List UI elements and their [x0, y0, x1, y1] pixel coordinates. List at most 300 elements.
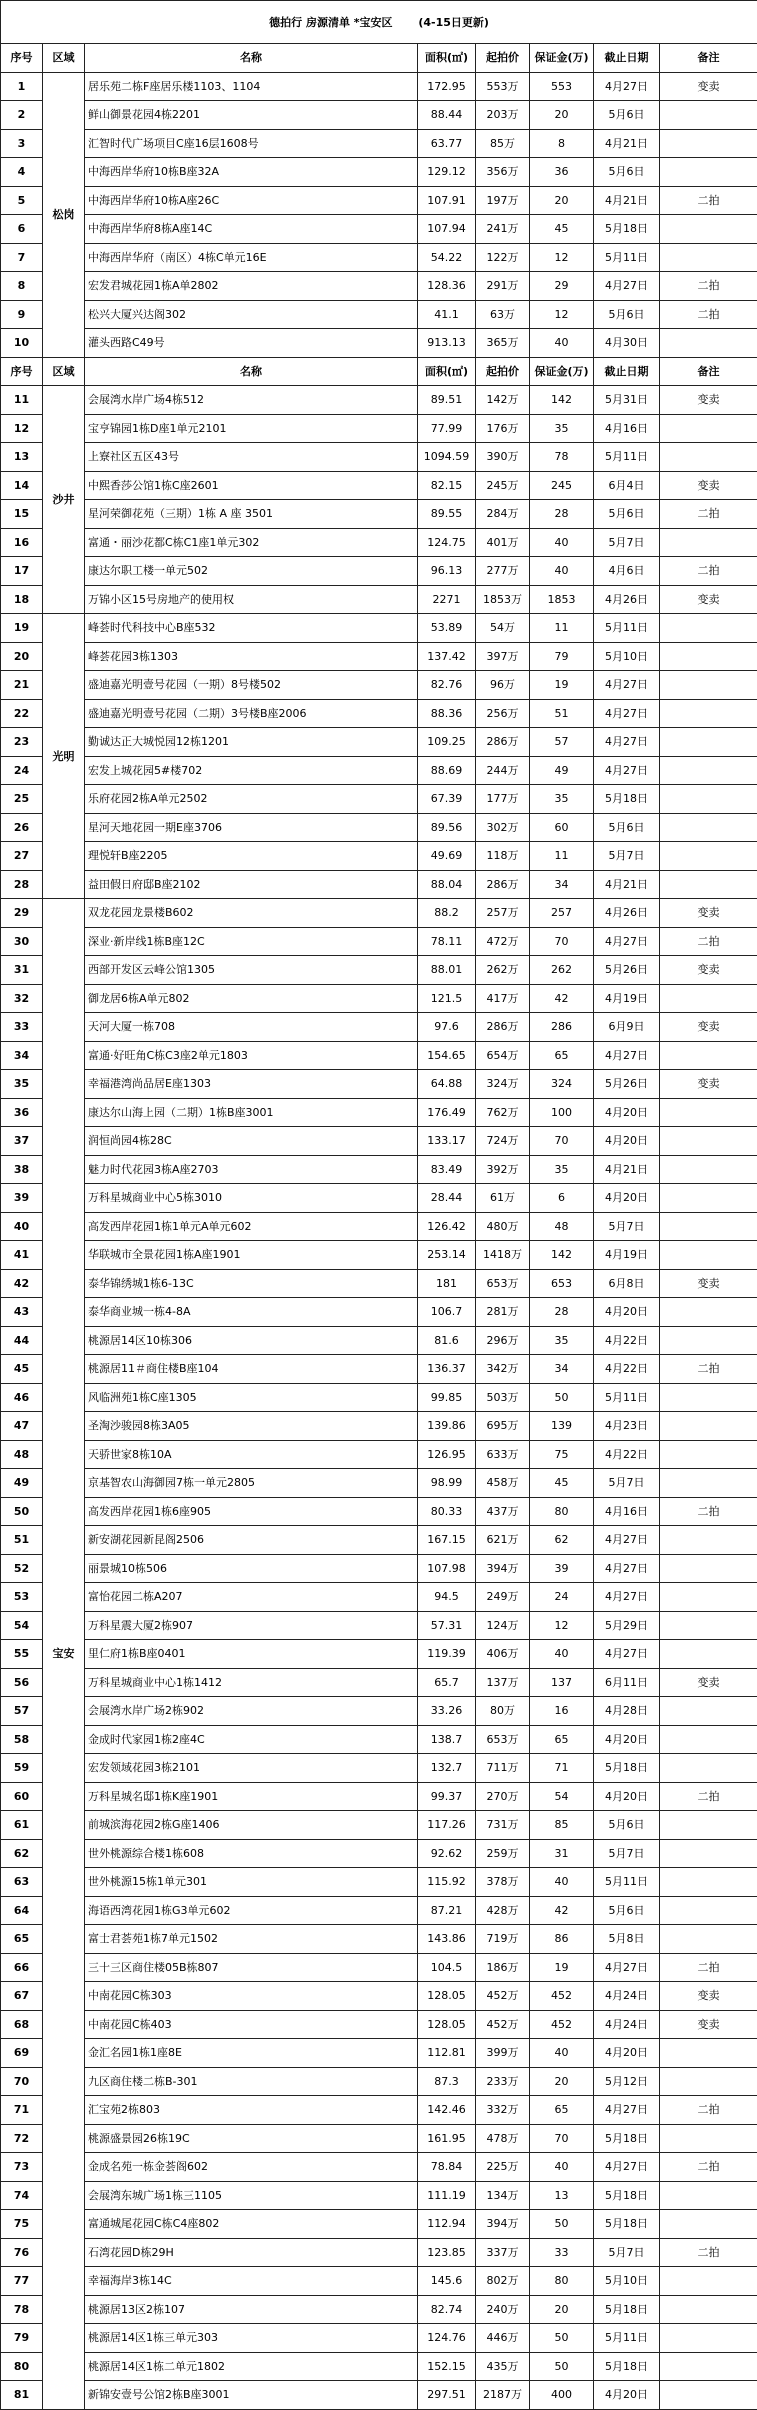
- note-text: [660, 329, 757, 358]
- header-deposit: 保证金(万): [530, 44, 594, 73]
- starting-price: 332万: [476, 2096, 530, 2125]
- note-text: 二拍: [660, 1355, 757, 1384]
- row-number: 6: [1, 215, 43, 244]
- property-name: 星河荣御花苑（三期）1栋 A 座 3501: [85, 500, 418, 529]
- note-text: 二拍: [660, 927, 757, 956]
- note-text: 二拍: [660, 557, 757, 586]
- row-number: 35: [1, 1070, 43, 1099]
- starting-price: 277万: [476, 557, 530, 586]
- deadline-date: 5月18日: [594, 2295, 660, 2324]
- row-number: 23: [1, 728, 43, 757]
- property-name: 世外桃源15栋1单元301: [85, 1868, 418, 1897]
- deadline-date: 5月7日: [594, 1212, 660, 1241]
- row-number: 56: [1, 1668, 43, 1697]
- table-row: [1, 1868, 757, 1897]
- table-row: [1, 129, 757, 158]
- starting-price: 302万: [476, 813, 530, 842]
- deposit-value: 553: [530, 72, 594, 101]
- note-text: [660, 1811, 757, 1840]
- row-number: 25: [1, 785, 43, 814]
- deposit-value: 28: [530, 500, 594, 529]
- deadline-date: 4月27日: [594, 2096, 660, 2125]
- table-row: [1, 2039, 757, 2068]
- deadline-date: 4月21日: [594, 186, 660, 215]
- note-text: [660, 414, 757, 443]
- deposit-value: 65: [530, 2096, 594, 2125]
- row-number: 38: [1, 1155, 43, 1184]
- deadline-date: 4月24日: [594, 1982, 660, 2011]
- deposit-value: 245: [530, 471, 594, 500]
- deposit-value: 452: [530, 2010, 594, 2039]
- note-text: [660, 1896, 757, 1925]
- table-row: [1, 1953, 757, 1982]
- deposit-value: 40: [530, 557, 594, 586]
- note-text: [660, 1725, 757, 1754]
- deposit-value: 324: [530, 1070, 594, 1099]
- row-number: 45: [1, 1355, 43, 1384]
- starting-price: 478万: [476, 2124, 530, 2153]
- deposit-value: 36: [530, 158, 594, 187]
- table-row: [1, 2324, 757, 2353]
- area-value: 99.85: [418, 1383, 476, 1412]
- row-number: 20: [1, 642, 43, 671]
- area-value: 136.37: [418, 1355, 476, 1384]
- deadline-date: 4月27日: [594, 1953, 660, 1982]
- property-name: 会展湾水岸广场4栋512: [85, 386, 418, 415]
- note-text: [660, 984, 757, 1013]
- table-row: [1, 2295, 757, 2324]
- row-number: 3: [1, 129, 43, 158]
- starting-price: 394万: [476, 2210, 530, 2239]
- deposit-value: 78: [530, 443, 594, 472]
- property-name: 万科星震大厦2栋907: [85, 1611, 418, 1640]
- note-text: [660, 1098, 757, 1127]
- deadline-date: 5月26日: [594, 1070, 660, 1099]
- starting-price: 654万: [476, 1041, 530, 1070]
- property-name: 富通·好旺角C栋C3座2单元1803: [85, 1041, 418, 1070]
- deadline-date: 5月18日: [594, 2210, 660, 2239]
- starting-price: 719万: [476, 1925, 530, 1954]
- row-number: 18: [1, 585, 43, 614]
- note-text: 二拍: [660, 2153, 757, 2182]
- note-text: 变卖: [660, 386, 757, 415]
- starting-price: 1853万: [476, 585, 530, 614]
- property-name: 桃源居14区1栋二单元1802: [85, 2352, 418, 2381]
- row-number: 80: [1, 2352, 43, 2381]
- property-name: 万科星城名邸1栋K座1901: [85, 1782, 418, 1811]
- table-row: [1, 2238, 757, 2267]
- deadline-date: 5月6日: [594, 1896, 660, 1925]
- property-name: 桃源居14区10栋306: [85, 1326, 418, 1355]
- table-row: [1, 1098, 757, 1127]
- deadline-date: 4月27日: [594, 927, 660, 956]
- table-row: [1, 1982, 757, 2011]
- note-text: [660, 2267, 757, 2296]
- deposit-value: 70: [530, 2124, 594, 2153]
- property-name: 中海西岸华府10栋B座32A: [85, 158, 418, 187]
- property-name: 御龙居6栋A单元802: [85, 984, 418, 1013]
- property-name: 三十三区商住楼05B栋807: [85, 1953, 418, 1982]
- property-name: 汇智时代广场项目C座16层1608号: [85, 129, 418, 158]
- starting-price: 633万: [476, 1440, 530, 1469]
- deposit-value: 24: [530, 1583, 594, 1612]
- deposit-value: 142: [530, 1241, 594, 1270]
- note-text: 变卖: [660, 899, 757, 928]
- area-value: 253.14: [418, 1241, 476, 1270]
- area-value: 53.89: [418, 614, 476, 643]
- property-name: 居乐苑二栋F座居乐楼1103、1104: [85, 72, 418, 101]
- area-value: 117.26: [418, 1811, 476, 1840]
- property-name: 中熙香莎公馆1栋C座2601: [85, 471, 418, 500]
- table-row: [1, 984, 757, 1013]
- deposit-value: 6: [530, 1184, 594, 1213]
- table-row: [1, 1896, 757, 1925]
- deposit-value: 100: [530, 1098, 594, 1127]
- deposit-value: 75: [530, 1440, 594, 1469]
- table-row: [1, 215, 757, 244]
- row-number: 7: [1, 243, 43, 272]
- note-text: [660, 1155, 757, 1184]
- deadline-date: 4月27日: [594, 1041, 660, 1070]
- row-number: 31: [1, 956, 43, 985]
- property-name: 天骄世家8栋10A: [85, 1440, 418, 1469]
- property-name: 天河大厦一栋708: [85, 1013, 418, 1042]
- starting-price: 134万: [476, 2181, 530, 2210]
- deadline-date: 4月27日: [594, 756, 660, 785]
- starting-price: 257万: [476, 899, 530, 928]
- starting-price: 337万: [476, 2238, 530, 2267]
- property-name: 理悦轩B座2205: [85, 842, 418, 871]
- property-name: 宝亨锦园1栋D座1单元2101: [85, 414, 418, 443]
- table-row: [1, 870, 757, 899]
- deadline-date: 4月27日: [594, 728, 660, 757]
- note-text: 变卖: [660, 1013, 757, 1042]
- deadline-date: 6月4日: [594, 471, 660, 500]
- deposit-value: 286: [530, 1013, 594, 1042]
- deadline-date: 5月18日: [594, 785, 660, 814]
- deadline-date: 4月27日: [594, 1583, 660, 1612]
- note-text: 二拍: [660, 2096, 757, 2125]
- row-number: 14: [1, 471, 43, 500]
- header-deadline: 截止日期: [594, 357, 660, 386]
- deadline-date: 5月7日: [594, 528, 660, 557]
- note-text: [660, 1184, 757, 1213]
- row-number: 36: [1, 1098, 43, 1127]
- deposit-value: 142: [530, 386, 594, 415]
- note-text: [660, 756, 757, 785]
- area-value: 132.7: [418, 1754, 476, 1783]
- deposit-value: 137: [530, 1668, 594, 1697]
- table-row: [1, 813, 757, 842]
- deposit-value: 12: [530, 1611, 594, 1640]
- deposit-value: 31: [530, 1839, 594, 1868]
- deposit-value: 80: [530, 1497, 594, 1526]
- table-row: [1, 1184, 757, 1213]
- note-text: [660, 1697, 757, 1726]
- note-text: [660, 158, 757, 187]
- property-name: 万科星城商业中心1栋1412: [85, 1668, 418, 1697]
- starting-price: 256万: [476, 699, 530, 728]
- note-text: 二拍: [660, 500, 757, 529]
- starting-price: 324万: [476, 1070, 530, 1099]
- deposit-value: 60: [530, 813, 594, 842]
- deposit-value: 57: [530, 728, 594, 757]
- deposit-value: 33: [530, 2238, 594, 2267]
- note-text: 变卖: [660, 585, 757, 614]
- note-text: [660, 1383, 757, 1412]
- row-number: 21: [1, 671, 43, 700]
- deposit-value: 70: [530, 927, 594, 956]
- property-name: 星河天地花园一期E座3706: [85, 813, 418, 842]
- header-note: 备注: [660, 357, 757, 386]
- property-name: 华联城市全景花园1栋A座1901: [85, 1241, 418, 1270]
- row-number: 51: [1, 1526, 43, 1555]
- deposit-value: 20: [530, 2295, 594, 2324]
- starting-price: 553万: [476, 72, 530, 101]
- row-number: 16: [1, 528, 43, 557]
- row-number: 32: [1, 984, 43, 1013]
- deadline-date: 4月20日: [594, 1098, 660, 1127]
- property-name: 世外桃源综合楼1栋608: [85, 1839, 418, 1868]
- row-number: 11: [1, 386, 43, 415]
- deposit-value: 29: [530, 272, 594, 301]
- deposit-value: 35: [530, 1326, 594, 1355]
- deposit-value: 45: [530, 215, 594, 244]
- row-number: 39: [1, 1184, 43, 1213]
- property-name: 康达尔山海上园（二期）1栋B座3001: [85, 1098, 418, 1127]
- deadline-date: 4月27日: [594, 1640, 660, 1669]
- table-row: [1, 842, 757, 871]
- row-number: 27: [1, 842, 43, 871]
- property-name: 宏发领域花园3栋2101: [85, 1754, 418, 1783]
- deadline-date: 4月19日: [594, 1241, 660, 1270]
- starting-price: 452万: [476, 2010, 530, 2039]
- deadline-date: 4月30日: [594, 329, 660, 358]
- starting-price: 176万: [476, 414, 530, 443]
- table-row: [1, 1013, 757, 1042]
- table-row: [1, 414, 757, 443]
- area-value: 128.36: [418, 272, 476, 301]
- area-value: 89.51: [418, 386, 476, 415]
- deadline-date: 5月11日: [594, 614, 660, 643]
- table-row: [1, 1811, 757, 1840]
- property-name: 峰荟时代科技中心B座532: [85, 614, 418, 643]
- row-number: 19: [1, 614, 43, 643]
- row-number: 10: [1, 329, 43, 358]
- table-row: [1, 1269, 757, 1298]
- property-name: 富怡花园二栋A207: [85, 1583, 418, 1612]
- deadline-date: 6月8日: [594, 1269, 660, 1298]
- starting-price: 452万: [476, 1982, 530, 2011]
- area-value: 88.2: [418, 899, 476, 928]
- deadline-date: 4月19日: [594, 984, 660, 1013]
- row-number: 24: [1, 756, 43, 785]
- row-number: 63: [1, 1868, 43, 1897]
- area-value: 81.6: [418, 1326, 476, 1355]
- starting-price: 284万: [476, 500, 530, 529]
- deposit-value: 40: [530, 528, 594, 557]
- table-row: [1, 1697, 757, 1726]
- property-name: 万科星城商业中心5栋3010: [85, 1184, 418, 1213]
- note-text: [660, 1326, 757, 1355]
- deadline-date: 5月6日: [594, 158, 660, 187]
- note-text: 二拍: [660, 1782, 757, 1811]
- row-number: 55: [1, 1640, 43, 1669]
- property-name: 前城滨海花园2栋G座1406: [85, 1811, 418, 1840]
- note-text: [660, 1925, 757, 1954]
- table-row: [1, 1640, 757, 1669]
- area-value: 107.91: [418, 186, 476, 215]
- starting-price: 711万: [476, 1754, 530, 1783]
- row-number: 54: [1, 1611, 43, 1640]
- deposit-value: 20: [530, 101, 594, 130]
- area-value: 112.81: [418, 2039, 476, 2068]
- property-name: 泰华锦绣城1栋6-13C: [85, 1269, 418, 1298]
- area-value: 87.3: [418, 2067, 476, 2096]
- starting-price: 124万: [476, 1611, 530, 1640]
- deadline-date: 4月20日: [594, 1725, 660, 1754]
- starting-price: 225万: [476, 2153, 530, 2182]
- area-value: 112.94: [418, 2210, 476, 2239]
- table-row: [1, 1298, 757, 1327]
- deadline-date: 5月18日: [594, 2181, 660, 2210]
- row-number: 47: [1, 1412, 43, 1441]
- property-name: 中海西岸华府（南区）4栋C单元16E: [85, 243, 418, 272]
- property-name: 桃源盛景园26栋19C: [85, 2124, 418, 2153]
- deposit-value: 48: [530, 1212, 594, 1241]
- property-name: 石湾花园D栋29H: [85, 2238, 418, 2267]
- area-value: 133.17: [418, 1127, 476, 1156]
- note-text: [660, 1241, 757, 1270]
- note-text: 二拍: [660, 186, 757, 215]
- property-name: 宏发上城花园5#楼702: [85, 756, 418, 785]
- deadline-date: 4月22日: [594, 1326, 660, 1355]
- area-value: 154.65: [418, 1041, 476, 1070]
- property-name: 魅力时代花园3栋A座2703: [85, 1155, 418, 1184]
- area-value: 97.6: [418, 1013, 476, 1042]
- area-value: 83.49: [418, 1155, 476, 1184]
- starting-price: 428万: [476, 1896, 530, 1925]
- deposit-value: 400: [530, 2381, 594, 2410]
- deadline-date: 4月24日: [594, 2010, 660, 2039]
- starting-price: 1418万: [476, 1241, 530, 1270]
- starting-price: 118万: [476, 842, 530, 871]
- table-body: [1, 1, 757, 2410]
- area-value: 88.04: [418, 870, 476, 899]
- note-text: [660, 243, 757, 272]
- area-value: 88.01: [418, 956, 476, 985]
- area-value: 94.5: [418, 1583, 476, 1612]
- header-idx: 序号: [1, 44, 43, 73]
- starting-price: 240万: [476, 2295, 530, 2324]
- area-value: 89.56: [418, 813, 476, 842]
- area-value: 78.11: [418, 927, 476, 956]
- table-row: [1, 1127, 757, 1156]
- area-value: 167.15: [418, 1526, 476, 1555]
- row-number: 33: [1, 1013, 43, 1042]
- table-row: [1, 443, 757, 472]
- property-name: 里仁府1栋B座0401: [85, 1640, 418, 1669]
- starting-price: 731万: [476, 1811, 530, 1840]
- deposit-value: 19: [530, 671, 594, 700]
- property-name: 西部开发区云峰公馆1305: [85, 956, 418, 985]
- deadline-date: 5月18日: [594, 2352, 660, 2381]
- area-value: 49.69: [418, 842, 476, 871]
- table-row: [1, 956, 757, 985]
- row-number: 72: [1, 2124, 43, 2153]
- header-deadline: 截止日期: [594, 44, 660, 73]
- table-row: [1, 1611, 757, 1640]
- deposit-value: 19: [530, 1953, 594, 1982]
- note-text: 二拍: [660, 2238, 757, 2267]
- note-text: 二拍: [660, 1497, 757, 1526]
- note-text: [660, 813, 757, 842]
- deadline-date: 5月7日: [594, 2238, 660, 2267]
- note-text: [660, 870, 757, 899]
- note-text: 二拍: [660, 1953, 757, 1982]
- deposit-value: 12: [530, 300, 594, 329]
- table-row: [1, 699, 757, 728]
- area-value: 107.94: [418, 215, 476, 244]
- table-row: [1, 642, 757, 671]
- deposit-value: 20: [530, 186, 594, 215]
- table-row: [1, 2181, 757, 2210]
- starting-price: 233万: [476, 2067, 530, 2096]
- area-value: 109.25: [418, 728, 476, 757]
- starting-price: 137万: [476, 1668, 530, 1697]
- deadline-date: 6月11日: [594, 1668, 660, 1697]
- deadline-date: 4月20日: [594, 1782, 660, 1811]
- table-row: [1, 2096, 757, 2125]
- deposit-value: 42: [530, 1896, 594, 1925]
- deposit-value: 257: [530, 899, 594, 928]
- table-row: [1, 386, 757, 415]
- deposit-value: 45: [530, 1469, 594, 1498]
- note-text: [660, 785, 757, 814]
- property-name: 润恒尚园4栋28C: [85, 1127, 418, 1156]
- row-number: 64: [1, 1896, 43, 1925]
- area-value: 87.21: [418, 1896, 476, 1925]
- deadline-date: 4月20日: [594, 1184, 660, 1213]
- starting-price: 435万: [476, 2352, 530, 2381]
- area-value: 297.51: [418, 2381, 476, 2410]
- area-value: 128.05: [418, 2010, 476, 2039]
- district-cell: 宝安: [43, 899, 85, 2410]
- area-value: 181: [418, 1269, 476, 1298]
- row-number: 37: [1, 1127, 43, 1156]
- table-row: [1, 500, 757, 529]
- note-text: [660, 2381, 757, 2410]
- note-text: [660, 1298, 757, 1327]
- deadline-date: 4月21日: [594, 870, 660, 899]
- starting-price: 653万: [476, 1269, 530, 1298]
- row-number: 12: [1, 414, 43, 443]
- table-row: [1, 2210, 757, 2239]
- note-text: [660, 1839, 757, 1868]
- deadline-date: 6月9日: [594, 1013, 660, 1042]
- property-name: 勤诚达正大城悦园12栋1201: [85, 728, 418, 757]
- property-name: 桃源居11＃商住楼B座104: [85, 1355, 418, 1384]
- deposit-value: 16: [530, 1697, 594, 1726]
- starting-price: 259万: [476, 1839, 530, 1868]
- deadline-date: 4月20日: [594, 1127, 660, 1156]
- deadline-date: 5月6日: [594, 300, 660, 329]
- deposit-value: 42: [530, 984, 594, 1013]
- property-name: 金成时代家园1栋2座4C: [85, 1725, 418, 1754]
- note-text: [660, 129, 757, 158]
- deadline-date: 5月11日: [594, 443, 660, 472]
- deadline-date: 4月20日: [594, 2381, 660, 2410]
